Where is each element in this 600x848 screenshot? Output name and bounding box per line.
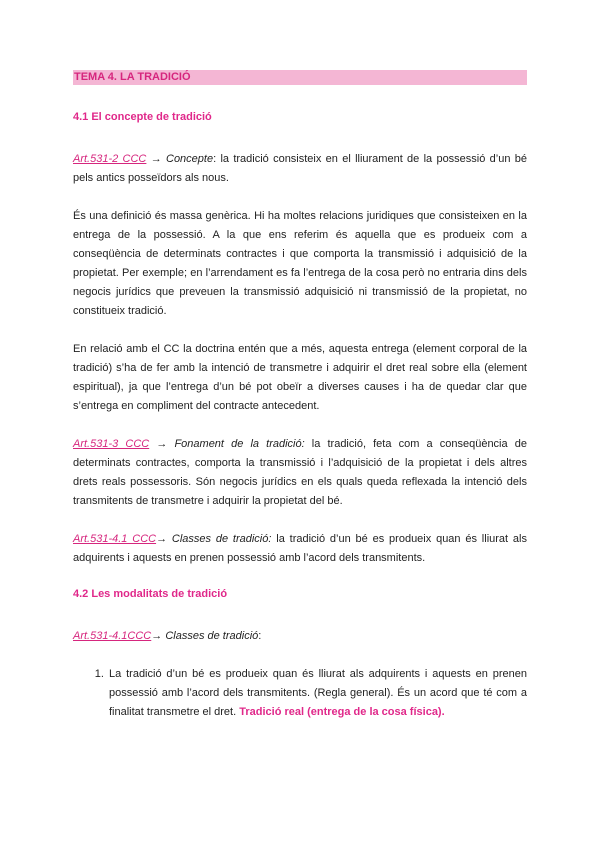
list-item-text: La tradició d’un bé es produeix quan és lliurat als adquirents i aquests en prenen possessió amb l’acord dels transmitents. (Regla general). És un acord que té com a finalitat transmetre el dret. <box>109 668 527 718</box>
article-reference: Art.531-4.1CCC <box>73 630 152 642</box>
list-item-highlight: Tradició real (entrega de la cosa física). <box>239 706 445 718</box>
page-title: TEMA 4. LA TRADICIÓ <box>73 70 527 85</box>
arrow: → <box>156 533 172 545</box>
paragraph-text: la tradició, feta com a conseqüència de determinats contractes, comporta la transmissió i l’adquisició de la propietat i dels altres drets reals possessoris. Són negocis jurídics en els quals queda reflexada la intenció dels transmitents de transmetre i adquirir la propietat del bé. <box>73 438 527 507</box>
paragraph-concept <box>73 150 527 188</box>
term-label: Concepte <box>166 153 214 165</box>
article-reference: Art.531-4.1 CCC <box>73 533 157 545</box>
arrow: → <box>151 630 166 642</box>
term-label: Classes de tradició: <box>171 533 272 545</box>
paragraph-text: la tradició d’un bé es produeix quan és lliurat als adquirents i aquests en prenen possessió amb l’acord dels transmitents. <box>73 533 527 564</box>
article-reference: Art.531-3 CCC <box>73 438 150 450</box>
arrow: → <box>146 153 166 165</box>
section-heading-modalities: 4.2 Les modalitats de tradició <box>73 588 228 600</box>
paragraph-foundation <box>73 435 527 511</box>
document-content <box>73 70 527 722</box>
paragraph-text: : la tradició consisteix en el lliurament de la possessió d’un bé pels antics posseïdors als nous. <box>73 153 527 184</box>
section-heading-concept: 4.1 El concepte de tradició <box>73 111 212 123</box>
paragraph-doctrine: En relació amb el CC la doctrina entén que a més, aquesta entrega (element corporal de la tradició) s’ha de fer amb la intenció de transmetre i adquirir el dret real sobre ella (element espiritual), ja que l’entrega d’un bé pot obeïr a diverses causes i ha de quedar clar que s’entrega en compliment del contracte antecedent. <box>73 343 527 412</box>
arrow: → <box>149 438 175 450</box>
term-label: Fonament de la tradició: <box>174 438 305 450</box>
term-label: Classes de tradició <box>165 630 259 642</box>
list-item <box>107 665 527 722</box>
paragraph-classes <box>73 530 527 568</box>
article-reference: Art.531-2 CCC <box>73 153 147 165</box>
paragraph-text: : <box>258 630 262 642</box>
paragraph-generic-definition: És una definició és massa genèrica. Hi ha moltes relacions juridiques que consisteixen en la entrega de la possessió. A la que ens referim és aquella que es produeix com a conseqüència de determinats contractes i que comporta la transmissió i adquisició de la propietat. Per exemple; en l’arrendament es fa l’entrega de la cosa però no entraria dins dels negocis jurídics que preveuen la transmissió adquisició ni transmissió de la propietat, no constitueix tradició. <box>73 210 527 317</box>
paragraph-classes-2 <box>73 627 527 646</box>
modalities-list <box>73 665 527 722</box>
